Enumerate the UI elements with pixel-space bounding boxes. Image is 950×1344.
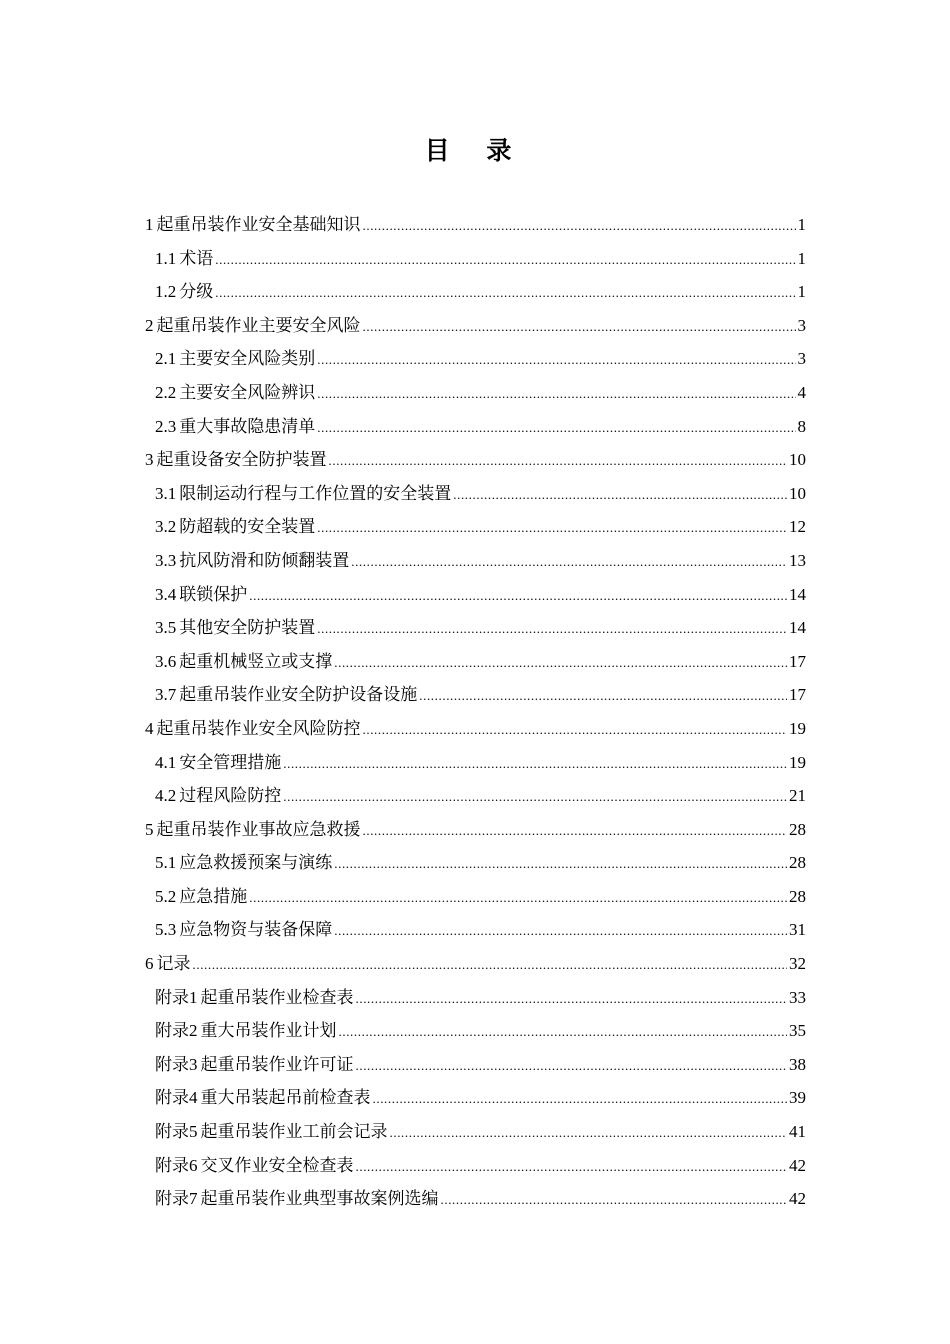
toc-dot-leader xyxy=(317,612,787,646)
toc-entry-title xyxy=(155,242,213,277)
toc-entry-title xyxy=(155,1115,388,1150)
toc-page-number: 4 xyxy=(797,382,806,402)
toc-dot-leader xyxy=(215,276,795,310)
toc-entry-label: 起重吊装作业工前会记录 xyxy=(200,1122,388,1143)
toc-entry-number: 3 xyxy=(145,450,154,470)
toc-page-number: 1 xyxy=(797,248,806,268)
toc-entry[interactable] xyxy=(145,947,806,981)
toc-page-number: 42 xyxy=(789,1155,806,1175)
toc-page-number: 1 xyxy=(797,282,806,302)
toc-entry-number: 附录1 xyxy=(155,987,198,1007)
toc-entry-number: 2 xyxy=(145,315,154,335)
toc-entry-title xyxy=(155,1149,354,1184)
toc-dot-leader xyxy=(283,780,787,814)
toc-entry-label: 应急救援预案与演练 xyxy=(179,853,333,874)
toc-page-number: 3 xyxy=(797,315,806,335)
toc-page-number: 10 xyxy=(789,450,806,470)
toc-entry[interactable] xyxy=(145,1115,806,1149)
toc-page-number: 39 xyxy=(789,1088,806,1108)
toc-entry-title xyxy=(155,880,247,915)
toc-entry[interactable] xyxy=(145,1149,806,1183)
toc-entry-title xyxy=(155,746,281,781)
toc-entry-title xyxy=(155,544,349,579)
toc-entry-number: 5.1 xyxy=(155,853,177,873)
toc-entry[interactable] xyxy=(145,275,806,309)
toc-entry[interactable] xyxy=(145,712,806,746)
toc-entry-title xyxy=(145,712,361,747)
toc-entry-label: 起重吊装作业事故应急救援 xyxy=(156,819,361,840)
toc-page-number: 19 xyxy=(789,718,806,738)
toc-entry-title xyxy=(155,510,315,545)
toc-dot-leader xyxy=(356,1150,788,1184)
toc-entry-label: 防超载的安全装置 xyxy=(179,517,316,538)
toc-dot-leader xyxy=(356,1049,788,1083)
toc-entry-title xyxy=(155,342,315,377)
toc-entry-number: 2.3 xyxy=(155,416,177,436)
toc-entry-title xyxy=(145,208,361,243)
toc-page-number: 17 xyxy=(789,685,806,705)
toc-page-number: 28 xyxy=(789,853,806,873)
table-of-contents xyxy=(145,208,806,1216)
toc-entry[interactable] xyxy=(145,477,806,511)
toc-entry-number: 6 xyxy=(145,954,154,974)
toc-entry-number: 1.2 xyxy=(155,282,177,302)
toc-entry[interactable] xyxy=(145,242,806,276)
toc-entry[interactable] xyxy=(145,410,806,444)
toc-entry[interactable] xyxy=(145,611,806,645)
toc-page-number: 31 xyxy=(789,920,806,940)
toc-entry-title xyxy=(155,1081,371,1116)
toc-entry-title xyxy=(155,1182,439,1217)
toc-entry-label: 交叉作业安全检查表 xyxy=(200,1155,354,1176)
toc-entry-label: 主要安全风险辨识 xyxy=(179,382,316,403)
toc-page-number: 28 xyxy=(789,819,806,839)
toc-entry-number: 附录5 xyxy=(155,1122,198,1142)
toc-entry-label: 起重吊装作业典型事故案例选编 xyxy=(200,1189,439,1210)
toc-entry-label: 起重吊装作业安全防护设备设施 xyxy=(179,685,418,706)
toc-entry-number: 2.1 xyxy=(155,349,177,369)
toc-entry-number: 附录6 xyxy=(155,1155,198,1175)
toc-entry[interactable] xyxy=(145,981,806,1015)
toc-entry-title xyxy=(155,645,332,680)
toc-entry-title xyxy=(145,813,361,848)
toc-dot-leader xyxy=(249,881,787,915)
toc-entry-label: 主要安全风险类别 xyxy=(179,349,316,370)
toc-dot-leader xyxy=(317,343,795,377)
toc-dot-leader xyxy=(317,511,787,545)
toc-entry[interactable] xyxy=(145,746,806,780)
toc-page-number: 3 xyxy=(797,349,806,369)
toc-page-number: 21 xyxy=(789,786,806,806)
toc-page-number: 28 xyxy=(789,886,806,906)
toc-entry[interactable] xyxy=(145,880,806,914)
toc-entry-label: 应急措施 xyxy=(179,886,248,907)
toc-entry-number: 1.1 xyxy=(155,248,177,268)
toc-dot-leader xyxy=(363,310,796,344)
toc-entry-title xyxy=(155,913,332,948)
toc-dot-leader xyxy=(363,209,796,243)
toc-dot-leader xyxy=(390,1116,788,1150)
toc-entry-label: 重大事故隐患清单 xyxy=(179,416,316,437)
toc-page-number: 41 xyxy=(789,1122,806,1142)
toc-page-number: 35 xyxy=(789,1021,806,1041)
toc-page-number: 10 xyxy=(789,483,806,503)
toc-page-number: 12 xyxy=(789,517,806,537)
toc-entry-label: 起重吊装作业安全基础知识 xyxy=(156,215,361,235)
toc-entry-number: 附录3 xyxy=(155,1054,198,1074)
toc-entry-number: 2.2 xyxy=(155,382,177,402)
toc-entry-number: 4.1 xyxy=(155,752,177,772)
toc-entry[interactable] xyxy=(145,510,806,544)
toc-page-number: 17 xyxy=(789,651,806,671)
toc-entry[interactable] xyxy=(145,846,806,880)
toc-entry[interactable] xyxy=(145,544,806,578)
toc-entry-title xyxy=(155,678,417,713)
toc-entry-label: 分级 xyxy=(179,282,214,303)
toc-entry-title xyxy=(155,275,213,310)
toc-dot-leader xyxy=(193,948,788,982)
toc-entry-label: 应急物资与装备保障 xyxy=(179,920,333,941)
toc-entry[interactable] xyxy=(145,1182,806,1216)
toc-entry-number: 3.4 xyxy=(155,584,177,604)
toc-dot-leader xyxy=(351,545,787,579)
toc-entry-number: 附录2 xyxy=(155,1021,198,1041)
toc-page-number: 8 xyxy=(797,416,806,436)
toc-entry[interactable] xyxy=(145,779,806,813)
toc-dot-leader xyxy=(215,243,795,277)
toc-entry[interactable] xyxy=(145,1081,806,1115)
toc-page-number: 32 xyxy=(789,954,806,974)
toc-dot-leader xyxy=(334,646,787,680)
toc-dot-leader xyxy=(363,713,788,747)
toc-entry[interactable] xyxy=(145,578,806,612)
toc-entry-title xyxy=(155,376,315,411)
toc-entry[interactable] xyxy=(145,1048,806,1082)
toc-entry-number: 3.6 xyxy=(155,651,177,671)
toc-entry-label: 起重吊装作业检查表 xyxy=(200,987,354,1008)
toc-dot-leader xyxy=(249,579,787,613)
toc-entry-number: 3.5 xyxy=(155,618,177,638)
toc-page-number: 14 xyxy=(789,584,806,604)
page-title: 目 录 xyxy=(424,136,526,165)
toc-entry-number: 附录7 xyxy=(155,1189,198,1209)
toc-entry-number: 5.3 xyxy=(155,920,177,940)
toc-entry-number: 3.1 xyxy=(155,483,177,503)
toc-entry-number: 3.2 xyxy=(155,517,177,537)
toc-entry[interactable] xyxy=(145,678,806,712)
toc-dot-leader xyxy=(453,478,787,512)
toc-entry[interactable] xyxy=(145,376,806,410)
toc-page-number: 42 xyxy=(789,1189,806,1209)
toc-entry-title xyxy=(155,1048,354,1083)
toc-entry-number: 4 xyxy=(145,718,154,738)
toc-dot-leader xyxy=(363,814,788,848)
toc-entry-label: 其他安全防护装置 xyxy=(179,618,316,639)
toc-entry[interactable] xyxy=(145,208,806,242)
toc-dot-leader xyxy=(317,411,795,445)
toc-entry-title xyxy=(155,611,315,646)
toc-entry-label: 安全管理措施 xyxy=(179,752,282,773)
toc-entry-label: 起重设备安全防护装置 xyxy=(156,450,327,471)
toc-entry[interactable] xyxy=(145,645,806,679)
toc-dot-leader xyxy=(419,679,787,713)
toc-entry-title xyxy=(155,779,281,814)
toc-entry-title xyxy=(145,309,361,344)
toc-entry-number: 4.2 xyxy=(155,786,177,806)
toc-page-number: 13 xyxy=(789,550,806,570)
toc-dot-leader xyxy=(441,1183,788,1217)
toc-entry-title xyxy=(145,947,191,982)
toc-entry-number: 3.3 xyxy=(155,550,177,570)
toc-entry-label: 起重吊装作业许可证 xyxy=(200,1054,354,1075)
toc-entry-label: 记录 xyxy=(156,954,191,975)
toc-dot-leader xyxy=(329,444,788,478)
toc-entry[interactable] xyxy=(145,913,806,947)
toc-entry-label: 重大吊装起吊前检查表 xyxy=(200,1088,371,1109)
toc-entry-label: 起重吊装作业主要安全风险 xyxy=(156,315,361,336)
toc-dot-leader xyxy=(339,1015,788,1049)
toc-entry[interactable] xyxy=(145,309,806,343)
toc-dot-leader xyxy=(356,982,788,1016)
toc-entry-label: 术语 xyxy=(179,248,214,269)
toc-entry-title xyxy=(155,981,354,1016)
toc-entry-title xyxy=(155,578,247,613)
toc-page-number: 38 xyxy=(789,1054,806,1074)
toc-entry-number: 1 xyxy=(145,215,154,234)
toc-entry[interactable] xyxy=(145,813,806,847)
toc-entry-title xyxy=(155,846,332,881)
toc-entry-title xyxy=(145,443,327,478)
toc-entry[interactable] xyxy=(145,342,806,376)
toc-entry-number: 3.7 xyxy=(155,685,177,705)
toc-dot-leader xyxy=(334,914,787,948)
toc-entry-label: 抗风防滑和防倾翻装置 xyxy=(179,550,350,571)
toc-page-number: 14 xyxy=(789,618,806,638)
toc-dot-leader xyxy=(317,377,795,411)
toc-entry[interactable] xyxy=(145,443,806,477)
toc-entry-label: 起重机械竖立或支撑 xyxy=(179,651,333,672)
toc-dot-leader xyxy=(283,747,787,781)
toc-entry-number: 5.2 xyxy=(155,886,177,906)
toc-page-number: 19 xyxy=(789,752,806,772)
toc-entry-title xyxy=(155,477,451,512)
toc-dot-leader xyxy=(334,847,787,881)
toc-entry-label: 过程风险防控 xyxy=(179,786,282,807)
toc-entry[interactable] xyxy=(145,1014,806,1048)
toc-entry-label: 起重吊装作业安全风险防控 xyxy=(156,718,361,739)
toc-page-number: 33 xyxy=(789,987,806,1007)
toc-entry-number: 5 xyxy=(145,819,154,839)
toc-page-number: 1 xyxy=(797,215,806,234)
toc-entry-label: 限制运动行程与工作位置的安全装置 xyxy=(179,483,452,504)
toc-entry-label: 重大吊装作业计划 xyxy=(200,1021,337,1042)
toc-dot-leader xyxy=(373,1082,788,1116)
toc-entry-title xyxy=(155,1014,337,1049)
toc-entry-number: 附录4 xyxy=(155,1088,198,1108)
toc-entry-label: 联锁保护 xyxy=(179,584,248,605)
toc-entry-title xyxy=(155,410,315,445)
